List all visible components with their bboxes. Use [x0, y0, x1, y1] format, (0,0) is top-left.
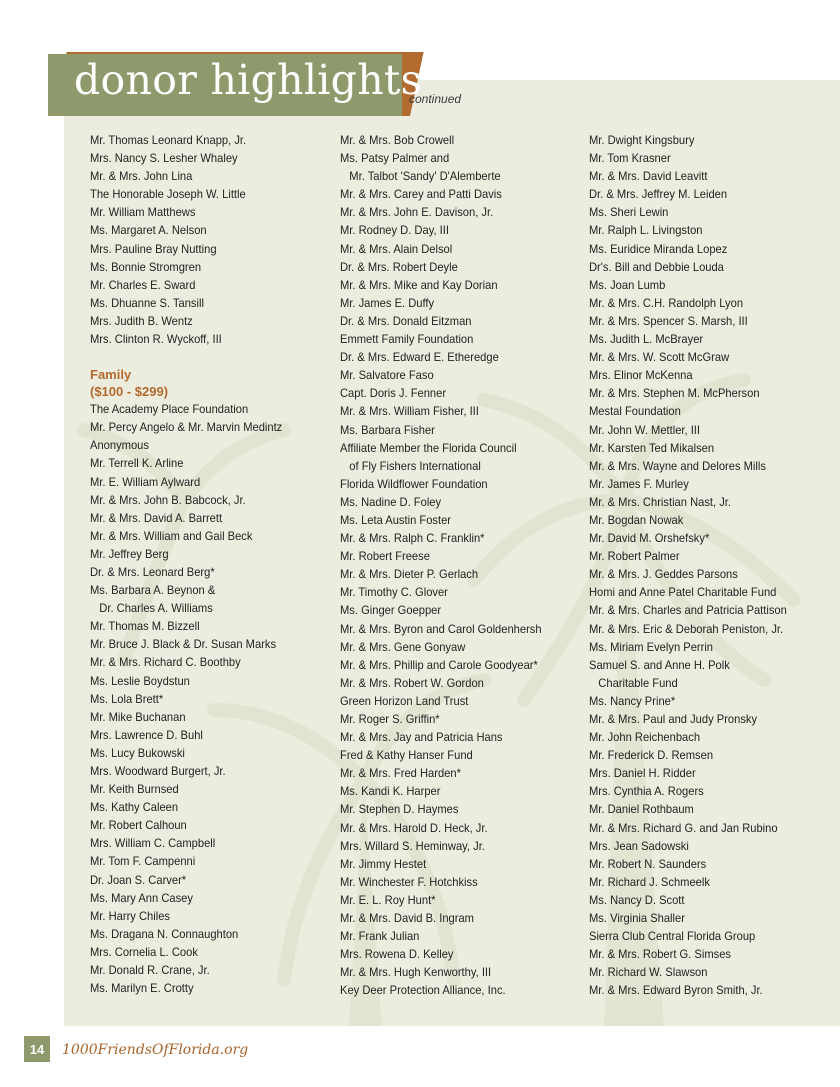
donor-entry: Mr. & Mrs. Robert W. Gordon — [340, 675, 484, 690]
donor-entry: Mr. & Mrs. Richard G. and Jan Rubino — [589, 820, 778, 835]
donor-entry: Mrs. William C. Campbell — [90, 836, 216, 851]
donor-entry: Emmett Family Foundation — [340, 332, 474, 347]
donor-entry: Dr. & Mrs. Leonard Berg* — [90, 564, 215, 579]
donor-entry: Mr. Richard W. Slawson — [589, 965, 708, 980]
donor-entry: Mr. & Mrs. John B. Babcock, Jr. — [90, 492, 246, 507]
donor-entry: Ms. Ginger Goepper — [340, 603, 442, 618]
donor-entry: Mr. Charles E. Sward — [90, 277, 196, 292]
donor-entry: Dr. & Mrs. Jeffrey M. Leiden — [589, 187, 728, 202]
donor-entry: Mr. & Mrs. Robert G. Simses — [589, 947, 732, 962]
donor-entry: Dr. & Mrs. Edward E. Etheredge — [340, 350, 499, 365]
donor-entry: Ms. Joan Lumb — [589, 277, 666, 292]
donor-entry: Mr. Percy Angelo & Mr. Marvin Medintz — [90, 420, 283, 435]
donor-entry: Capt. Doris J. Fenner — [340, 386, 447, 401]
donor-entry: Mr. Talbot 'Sandy' D'Alemberte — [349, 169, 501, 184]
donor-entry: Ms. Marilyn E. Crotty — [90, 981, 194, 996]
donor-entry: Mr. & Mrs. Paul and Judy Pronsky — [589, 712, 758, 726]
donor-entry: Affiliate Member the Florida Council — [340, 440, 517, 455]
donor-entry: Mr. & Mrs. Christian Nast, Jr. — [589, 494, 732, 509]
donor-entry: Mr. Robert N. Saunders — [589, 856, 707, 871]
donor-entry: Mr. & Mrs. Byron and Carol Goldenhersh — [340, 621, 542, 636]
donor-entry: Mr. Tom Krasner — [589, 151, 671, 166]
donor-entry: Mr. & Mrs. Stephen M. McPherson — [589, 386, 760, 401]
donor-entry: Mr. Bruce J. Black & Dr. Susan Marks — [90, 637, 277, 652]
donor-entry: Ms. Kathy Caleen — [90, 800, 179, 815]
donor-entry: Mr. Daniel Rothbaum — [589, 802, 694, 817]
donor-entry: Mr. James E. Duffy — [340, 295, 435, 310]
donor-entry: Mr. E. L. Roy Hunt* — [340, 892, 436, 907]
donor-entry: Mrs. Lawrence D. Buhl — [90, 727, 203, 742]
donor-entry: Mr. Robert Freese — [340, 549, 430, 564]
donor-entry: Mr. & Mrs. Carey and Patti Davis — [340, 187, 502, 202]
donor-entry: Mr. & Mrs. Wayne and Delores Mills — [589, 458, 766, 473]
page-number: 14 — [24, 1036, 50, 1062]
donor-entry: Ms. Mary Ann Casey — [90, 890, 193, 905]
donor-entry: Mr. Dwight Kingsbury — [589, 133, 695, 147]
donor-entry: Mr. Terrell K. Arline — [90, 456, 184, 471]
donor-entry: Ms. Sheri Lewin — [589, 205, 669, 220]
donor-entry: Anonymous — [90, 438, 149, 453]
donor-entry: Mr. & Mrs. John Lina — [90, 169, 193, 184]
donor-entry: Ms. Bonnie Stromgren — [90, 259, 202, 274]
donor-entry: Mr. & Mrs. J. Geddes Parsons — [589, 567, 738, 582]
donor-entry: Mr. Robert Palmer — [589, 549, 680, 564]
donor-entry: Mr. John W. Mettler, III — [589, 422, 701, 437]
donor-entry: Ms. Euridice Miranda Lopez — [589, 241, 728, 256]
donor-entry: Dr's. Bill and Debbie Louda — [589, 259, 724, 274]
donor-entry: Mr. Mike Buchanan — [90, 709, 186, 724]
donor-entry: Mr. & Mrs. John E. Davison, Jr. — [340, 205, 494, 220]
donor-entry: Ms. Leta Austin Foster — [340, 512, 452, 527]
page-title: donor highlights — [74, 56, 423, 104]
donor-entry: Mrs. Nancy S. Lesher Whaley — [90, 151, 238, 166]
donor-entry: Mr. James F. Murley — [589, 476, 689, 491]
donor-column-1 — [90, 131, 340, 997]
donor-entry: Mr. Keith Burnsed — [90, 782, 179, 797]
donor-entry: Fred & Kathy Hanser Fund — [340, 748, 473, 763]
donor-entry: Mr. & Mrs. Alain Delsol — [340, 241, 453, 256]
donor-entry: Ms. Barbara A. Beynon & — [90, 583, 216, 598]
donor-entry: Ms. Nancy D. Scott — [589, 892, 685, 907]
donor-entry: Mr. Jeffrey Berg — [90, 546, 169, 561]
donor-entry: Mr. & Mrs. David B. Ingram — [340, 911, 474, 926]
donor-entry: Mr. Karsten Ted Mikalsen — [589, 440, 715, 455]
donor-entry: Mr. & Mrs. C.H. Randolph Lyon — [589, 295, 744, 310]
donor-entry: Homi and Anne Patel Charitable Fund — [589, 585, 777, 600]
donor-entry: Mrs. Cynthia A. Rogers — [589, 784, 704, 799]
donor-entry: Mrs. Rowena D. Kelley — [340, 947, 454, 962]
donor-entry: Dr. Charles A. Williams — [99, 601, 213, 616]
section-range: ($100 - $299) — [90, 384, 169, 400]
donor-entry: Mr. Rodney D. Day, III — [340, 223, 449, 238]
header-banner — [48, 54, 423, 116]
donor-entry: Mrs. Judith B. Wentz — [90, 313, 193, 328]
donor-entry: Ms. Kandi K. Harper — [340, 784, 441, 799]
donor-entry: Mrs. Jean Sadowski — [589, 838, 689, 853]
donor-entry: Mr. Frederick D. Remsen — [589, 748, 714, 763]
donor-entry: Mr. Frank Julian — [340, 929, 420, 944]
donor-entry: Mr. & Mrs. Fred Harden* — [340, 766, 461, 781]
donor-entry: Ms. Nancy Prine* — [589, 693, 676, 708]
donor-entry: Mr. & Mrs. Charles and Patricia Pattison — [589, 603, 787, 618]
donor-entry: Mr. Robert Calhoun — [90, 818, 187, 833]
donor-entry: Ms. Lucy Bukowski — [90, 745, 185, 760]
donor-entry: Mr. Winchester F. Hotchkiss — [340, 874, 478, 889]
donor-entry: Mr. & Mrs. Mike and Kay Dorian — [340, 277, 498, 292]
donor-entry: Mr. Jimmy Hestet — [340, 856, 427, 871]
donor-entry: Mr. Thomas M. Bizzell — [90, 619, 200, 634]
donor-entry: Ms. Margaret A. Nelson — [90, 223, 207, 238]
donor-entry: Ms. Lola Brett* — [90, 691, 164, 706]
page-subtitle: continued — [409, 92, 462, 106]
donor-entry: Mr. Richard J. Schmeelk — [589, 874, 710, 889]
donor-entry: Mr. E. William Aylward — [90, 474, 201, 489]
donor-entry: Mr. Donald R. Crane, Jr. — [90, 963, 210, 978]
donor-entry: Mr. John Reichenbach — [589, 730, 701, 745]
donor-entry: Mr. & Mrs. Eric & Deborah Peniston, Jr. — [589, 621, 784, 636]
donor-column-2 — [340, 131, 590, 1000]
donor-entry: Mr. & Mrs. Spencer S. Marsh, III — [589, 313, 748, 328]
donor-entry: Mr. Bogdan Nowak — [589, 512, 684, 527]
donor-entry: of Fly Fishers International — [349, 458, 481, 473]
donor-entry: Dr. & Mrs. Donald Eitzman — [340, 313, 472, 328]
donor-entry: Mr. Timothy C. Glover — [340, 585, 448, 600]
donor-entry: Dr. Joan S. Carver* — [90, 872, 187, 887]
donor-entry: Mr. David M. Orshefsky* — [589, 531, 710, 546]
donor-entry: Green Horizon Land Trust — [340, 693, 469, 708]
donor-entry: Mrs. Elinor McKenna — [589, 368, 693, 383]
donor-entry: Mr. & Mrs. Phillip and Carole Goodyear* — [340, 657, 538, 672]
donor-entry: Ms. Barbara Fisher — [340, 422, 435, 437]
section-heading: Family — [90, 367, 132, 383]
donor-entry: Mr. Stephen D. Haymes — [340, 802, 459, 817]
website-link[interactable]: 1000FriendsOfFlorida.org — [62, 1042, 249, 1058]
donor-entry: Mrs. Cornelia L. Cook — [90, 944, 198, 959]
donor-entry: Ms. Nadine D. Foley — [340, 494, 442, 509]
donor-entry: Mrs. Woodward Burgert, Jr. — [90, 764, 226, 778]
donor-entry: Samuel S. and Anne H. Polk — [589, 657, 730, 672]
donor-entry: Mrs. Daniel H. Ridder — [589, 766, 696, 781]
donor-entry: Mestal Foundation — [589, 404, 681, 419]
donor-entry: Ms. Leslie Boydstun — [90, 673, 190, 688]
donor-entry: Mr. Tom F. Campenni — [90, 854, 196, 869]
donor-entry: Mr. & Mrs. Gene Gonyaw — [340, 639, 466, 654]
donor-entry: Mr. & Mrs. William and Gail Beck — [90, 528, 253, 543]
donor-entry: Mr. Ralph L. Livingston — [589, 223, 703, 238]
donor-entry: Mrs. Clinton R. Wyckoff, III — [90, 332, 222, 347]
donor-entry: The Honorable Joseph W. Little — [90, 187, 246, 202]
donor-entry: Mr. Harry Chiles — [90, 908, 170, 923]
donor-entry: Ms. Dragana N. Connaughton — [90, 926, 239, 941]
donor-entry: Mr. Salvatore Faso — [340, 368, 434, 383]
donor-entry: Ms. Dhuanne S. Tansill — [90, 295, 204, 310]
donor-entry: Mr. & Mrs. Hugh Kenworthy, III — [340, 965, 492, 980]
donor-entry: Mr. Roger S. Griffin* — [340, 712, 440, 726]
donor-entry: Mr. & Mrs. Bob Crowell — [340, 133, 455, 147]
donor-entry: Key Deer Protection Alliance, Inc. — [340, 983, 506, 998]
donor-entry: Mr. Thomas Leonard Knapp, Jr. — [90, 133, 247, 147]
donor-entry: Ms. Patsy Palmer and — [340, 151, 450, 166]
donor-entry: Mr. William Matthews — [90, 205, 196, 220]
donor-entry: Mr. & Mrs. William Fisher, III — [340, 404, 479, 419]
donor-entry: Ms. Miriam Evelyn Perrin — [589, 639, 714, 654]
donor-entry: Ms. Virginia Shaller — [589, 911, 685, 926]
donor-entry: Mr. & Mrs. David A. Barrett — [90, 510, 223, 525]
donor-entry: Mr. & Mrs. Richard C. Boothby — [90, 655, 241, 670]
donor-entry: Florida Wildflower Foundation — [340, 476, 488, 491]
donor-entry: Sierra Club Central Florida Group — [589, 929, 756, 944]
donor-entry: Mr. & Mrs. Jay and Patricia Hans — [340, 730, 503, 745]
donor-entry: Dr. & Mrs. Robert Deyle — [340, 259, 458, 274]
donor-entry: Mrs. Willard S. Heminway, Jr. — [340, 838, 485, 853]
donor-column-3 — [589, 131, 839, 1000]
donor-entry: Mr. & Mrs. Harold D. Heck, Jr. — [340, 820, 488, 835]
donor-entry: Charitable Fund — [598, 675, 678, 690]
donor-entry: Mr. & Mrs. Ralph C. Franklin* — [340, 531, 485, 546]
donor-entry: Ms. Judith L. McBrayer — [589, 332, 704, 347]
donor-entry: Mr. & Mrs. Dieter P. Gerlach — [340, 567, 479, 582]
donor-entry: The Academy Place Foundation — [90, 402, 249, 417]
donor-entry: Mrs. Pauline Bray Nutting — [90, 241, 217, 256]
donor-entry: Mr. & Mrs. David Leavitt — [589, 169, 708, 184]
donor-entry: Mr. & Mrs. W. Scott McGraw — [589, 350, 730, 365]
donor-entry: Mr. & Mrs. Edward Byron Smith, Jr. — [589, 983, 763, 998]
